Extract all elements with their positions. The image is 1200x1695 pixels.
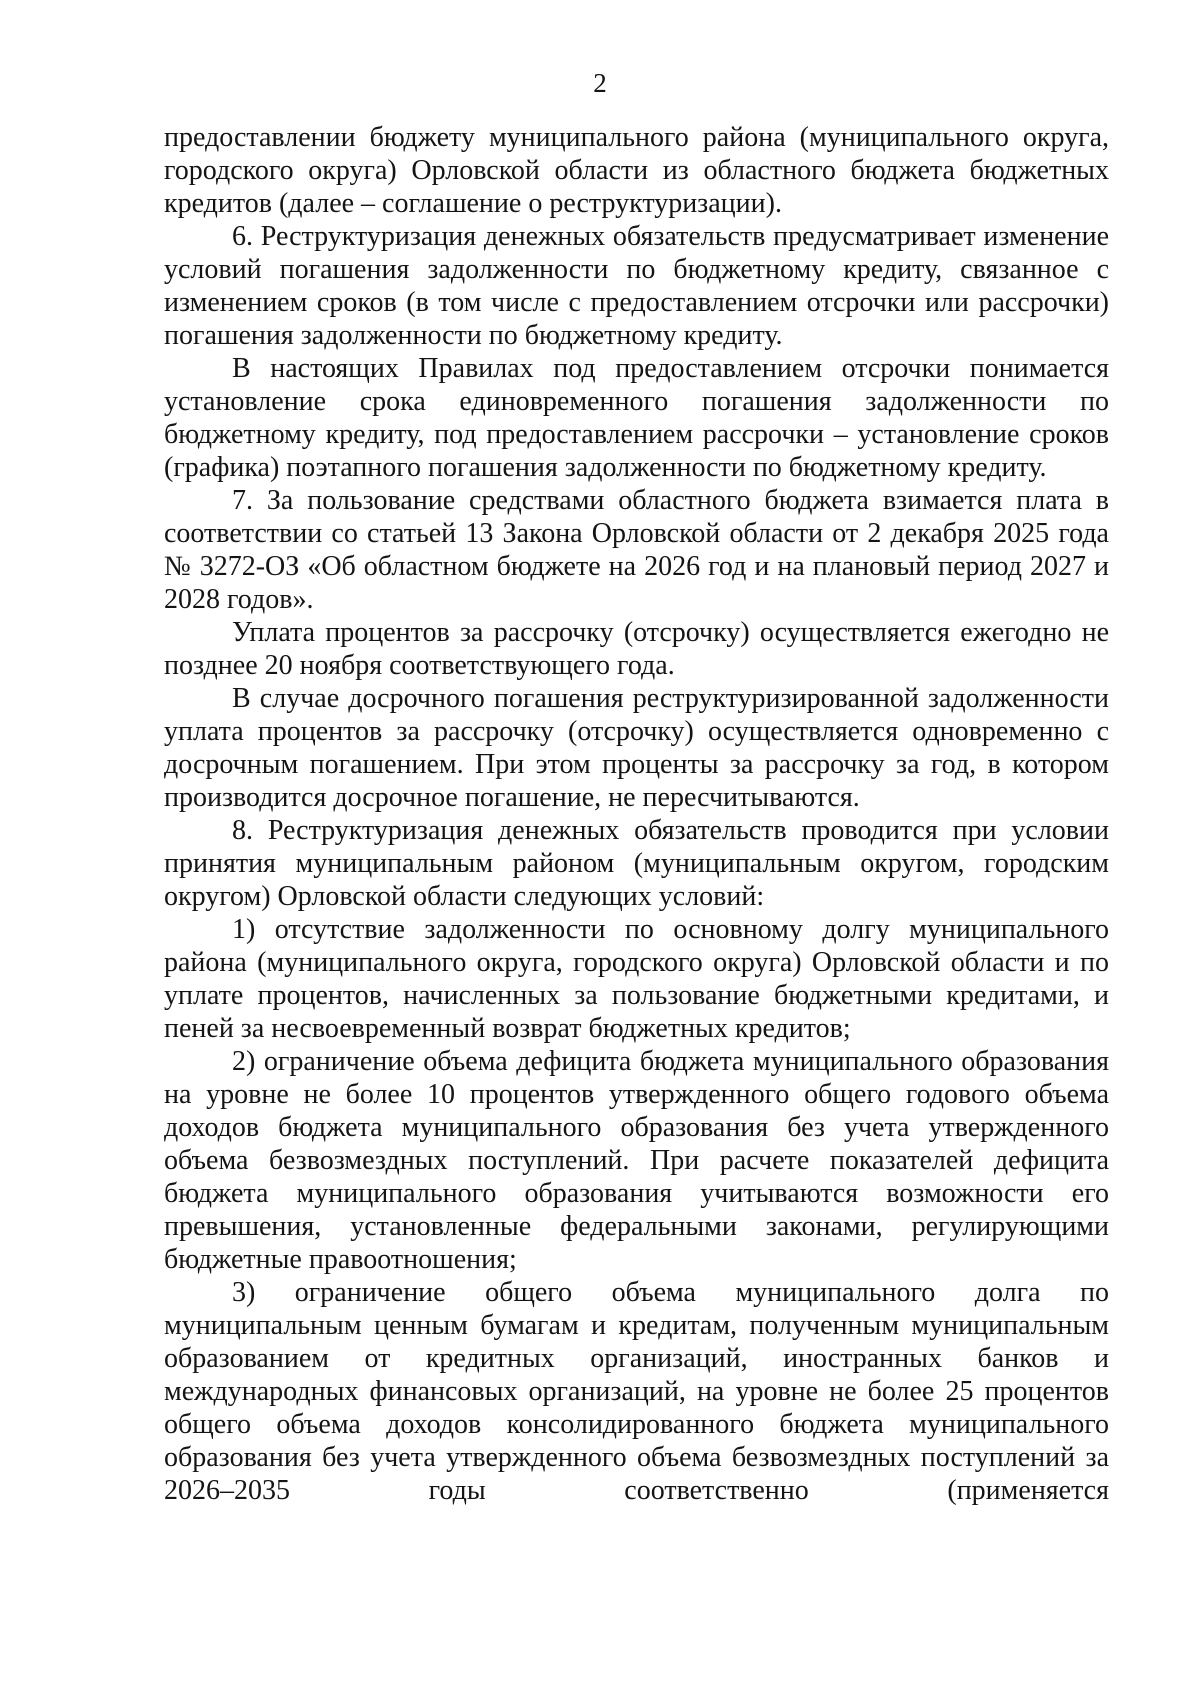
paragraph-item-7: 7. За пользование средствами областного бюджета взимается плата в соответствии со статьей 13 Закона Орловской области от 2 декабря 2025 года № 3272-ОЗ «Об областном бюджете на 2026 год и на плановый период 2027 и 2028 годов». <box>164 485 1109 615</box>
document-body <box>164 121 1109 1507</box>
paragraph-early-repayment: В случае досрочного погашения реструктуризированной задолженности уплата процентов за рассрочку (отсрочку) осуществляется одновременно с досрочным погашением. При этом проценты за рассрочку за год, в котором производится досрочное погашение, не пересчитываются. <box>164 683 1109 813</box>
paragraph-condition-2: 2) ограничение объема дефицита бюджета муниципального образования на уровне не более 10 процентов утвержденного общего годового объема доходов бюджета муниципального образования без учета утвержденного объема безвозмездных поступлений. При расчете показателей дефицита бюджета муниципального образования учитываются возможности его превышения, установленные федеральными законами, регулирующими бюджетные правоотношения; <box>164 1046 1109 1275</box>
paragraph-condition-1: 1) отсутствие задолженности по основному долгу муниципального района (муниципального округа, городского округа) Орловской области и по уплате процентов, начисленных за пользование бюджетными кредитами, и пеней за несвоевременный возврат бюджетных кредитов; <box>164 914 1109 1044</box>
paragraph-item-6: 6. Реструктуризация денежных обязательств предусматривает изменение условий погашения задолженности по бюджетному кредиту, связанное с изменением сроков (в том числе с предоставлением отсрочки или рассрочки) погашения задолженности по бюджетному кредиту. <box>164 221 1109 351</box>
paragraph-condition-3: 3) ограничение общего объема муниципального долга по муниципальным ценным бумагам и кредитам, полученным муниципальным образованием от кредитных организаций, иностранных банков и международных финансовых организаций, на уровне не более 25 процентов общего объема доходов консолидированного бюджета муниципального образования без учета утвержденного объема безвозмездных поступлений за 2026–2035 годы соответственно (применяется <box>164 1277 1109 1506</box>
paragraph-deferral-definition: В настоящих Правилах под предоставлением отсрочки понимается установление срока единовременного погашения задолженности по бюджетному кредиту, под предоставлением рассрочки – установление сроков (графика) поэтапного погашения задолженности по бюджетному кредиту. <box>164 353 1109 483</box>
paragraph-item-8: 8. Реструктуризация денежных обязательств проводится при условии принятия муниципальным районом (муниципальным округом, городским округом) Орловской области следующих условий: <box>164 815 1109 912</box>
page-number: 2 <box>593 68 607 98</box>
paragraph-continuation: предоставлении бюджету муниципального района (муниципального округа, городского округа) Орловской области из областного бюджета бюджетных кредитов (далее – соглашение о реструктуризации). <box>164 122 1109 219</box>
paragraph-interest-payment: Уплата процентов за рассрочку (отсрочку) осуществляется ежегодно не позднее 20 ноября соответствующего года. <box>164 617 1109 681</box>
